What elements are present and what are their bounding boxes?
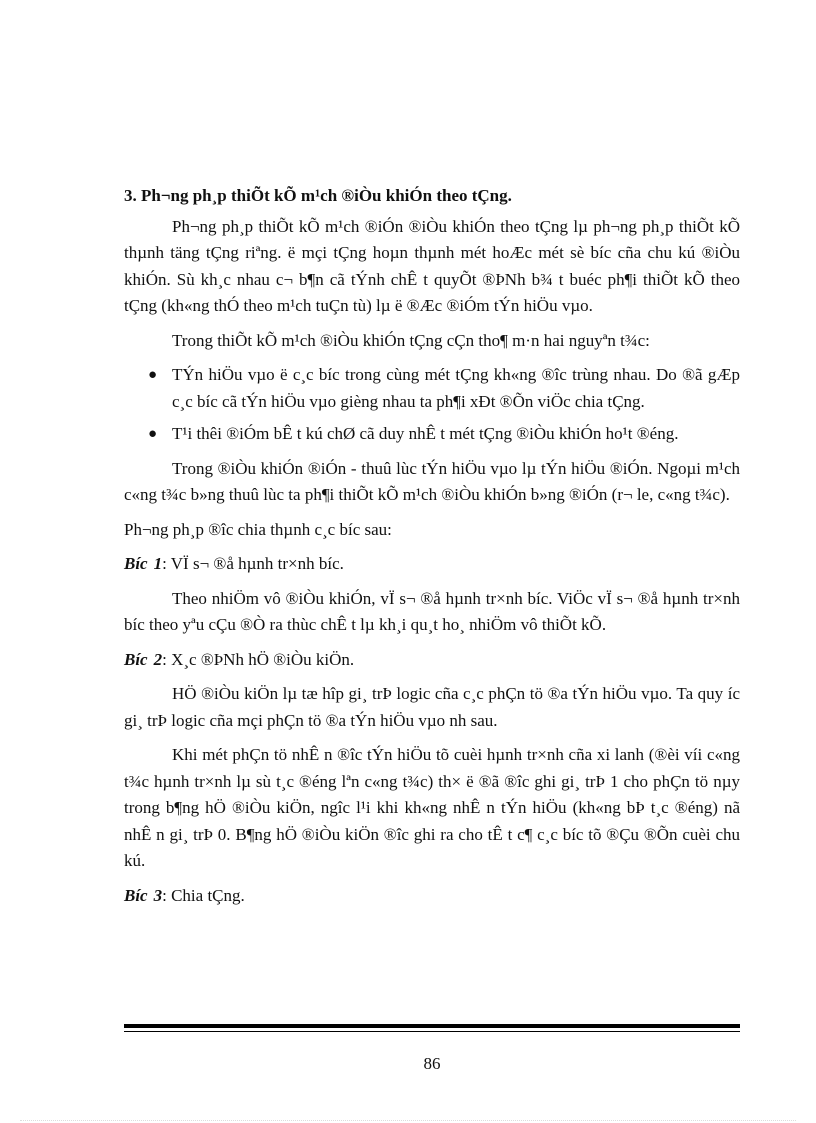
section-heading: 3. Ph¬ng ph¸p thiÕt kÕ m¹ch ®iÒu khiÓn theo tÇng. <box>124 186 512 205</box>
step-label: Bíc <box>124 649 148 669</box>
page-number: 86 <box>423 1054 441 1073</box>
bullet-icon: ● <box>148 367 158 383</box>
intro-paragraph-2: Trong thiÕt kÕ m¹ch ®iÒu khiÓn tÇng cÇn tho¶ m·n hai nguyªn t¾c: <box>172 330 650 350</box>
bullet-icon: ● <box>148 426 158 442</box>
step-title: : Chia tÇng. <box>162 885 245 905</box>
step-number: 3 <box>153 885 163 905</box>
list-item-text: T¹i thêi ®iÓm bÊ t kú chØ cã duy nhÊ t mét tÇng ®iÒu khiÓn ho¹t ®éng. <box>172 424 679 443</box>
step-title: : X¸c ®ÞNh hÖ ®iÒu kiÖn. <box>162 649 355 669</box>
step-1-heading <box>124 551 740 578</box>
step-2-paragraph-1: HÖ ®iÒu kiÖn lµ tæ hîp gi¸ trÞ logic cña c¸c phÇn tö ®a tÝn hiÖu vµo. Ta quy íc gi¸ trÞ logic cña mçi phÇn tö ®a tÝn hiÖu vµo nh sau. <box>124 684 740 730</box>
step-2-heading <box>124 647 740 674</box>
intro-paragraph-1: Ph¬ng ph¸p thiÕt kÕ m¹ch ®iÓn ®iÒu khiÓn theo tÇng lµ ph¬ng ph¸p thiÕt kÕ thµnh täng tÇng riªng. ë mçi tÇng hoµn thµnh mét hoÆc mét sè bíc cña chu kú ®iÒu khiÓn. Sù kh¸c nhau c¬ b¶n cã tÝnh chÊ t quyÕt ®ÞNh b¾ t buéc ph¶i thiÕt kÕ theo tÇng (kh«ng thÓ theo m¹ch tuÇn tù) lµ ë ®Æc ®iÓm tÝn hiÖu vµo. <box>124 216 740 315</box>
footer-rule-thin <box>124 1031 740 1032</box>
page-content <box>124 183 740 917</box>
step-1-paragraph: Theo nhiÖm vô ®iÒu khiÓn, vÏ s¬ ®å hµnh tr×nh bíc. ViÖc vÏ s¬ ®å hµnh tr×nh bíc theo yªu cÇu ®Ò ra thùc chÊ t lµ kh¸i qu¸t ho¸ nhiÖm vô thiÕt kÕ. <box>124 588 740 634</box>
list-item <box>148 421 740 448</box>
relay-paragraph: Trong ®iÒu khiÓn ®iÓn - thuû lùc tÝn hiÖu vµo lµ tÝn hiÖu ®iÓn. Ngoµi m¹ch c«ng t¾c b»ng thuû lùc ta ph¶i thiÕt kÕ m¹ch ®iÒu khiÓn b»ng ®iÓn (r¬ le, c«ng t¾c). <box>124 458 740 504</box>
list-item-text: TÝn hiÖu vµo ë c¸c bíc trong cùng mét tÇng kh«ng ®îc trùng nhau. Do ®ã gÆp c¸c bíc cã tÝn hiÖu vµo gièng nhau ta ph¶i xÐt ®Õn viÖc chia tÇng. <box>172 365 740 411</box>
steps-intro: Ph¬ng ph¸p ®îc chia thµnh c¸c bíc sau: <box>124 519 392 539</box>
principles-list <box>124 362 740 448</box>
step-label: Bíc <box>124 554 148 573</box>
step-label: Bíc <box>124 885 148 905</box>
step-number: 1 <box>153 554 163 573</box>
step-3-heading <box>124 883 740 910</box>
step-number: 2 <box>153 649 163 669</box>
step-2-paragraph-2: Khi mét phÇn tö nhÊ n ®îc tÝn hiÖu tõ cuèi hµnh tr×nh cña xi lanh (®èi víi c«ng t¾c hµnh tr×nh lµ sù t¸c ®éng lªn c«ng t¾c) th× ë ®ã ®îc ghi gi¸ trÞ 1 cho phÇn tö nµy trong b¶ng hÖ ®iÒu kiÖn, ngîc l¹i khi kh«ng nhÊ n tÝn hiÖu (kh«ng bÞ t¸c ®éng) nã nhÊ n gi¸ trÞ 0. B¶ng hÖ ®iÒu kiÖn ®îc ghi ra cho tÊ t c¶ c¸c bíc tõ ®Çu ®Õn cuèi chu kú. <box>124 745 740 870</box>
page-edge-divider <box>20 1120 796 1121</box>
footer-rule-thick <box>124 1024 740 1028</box>
list-item <box>148 362 740 415</box>
step-title: : VÏ s¬ ®å hµnh tr×nh bíc. <box>162 554 344 573</box>
